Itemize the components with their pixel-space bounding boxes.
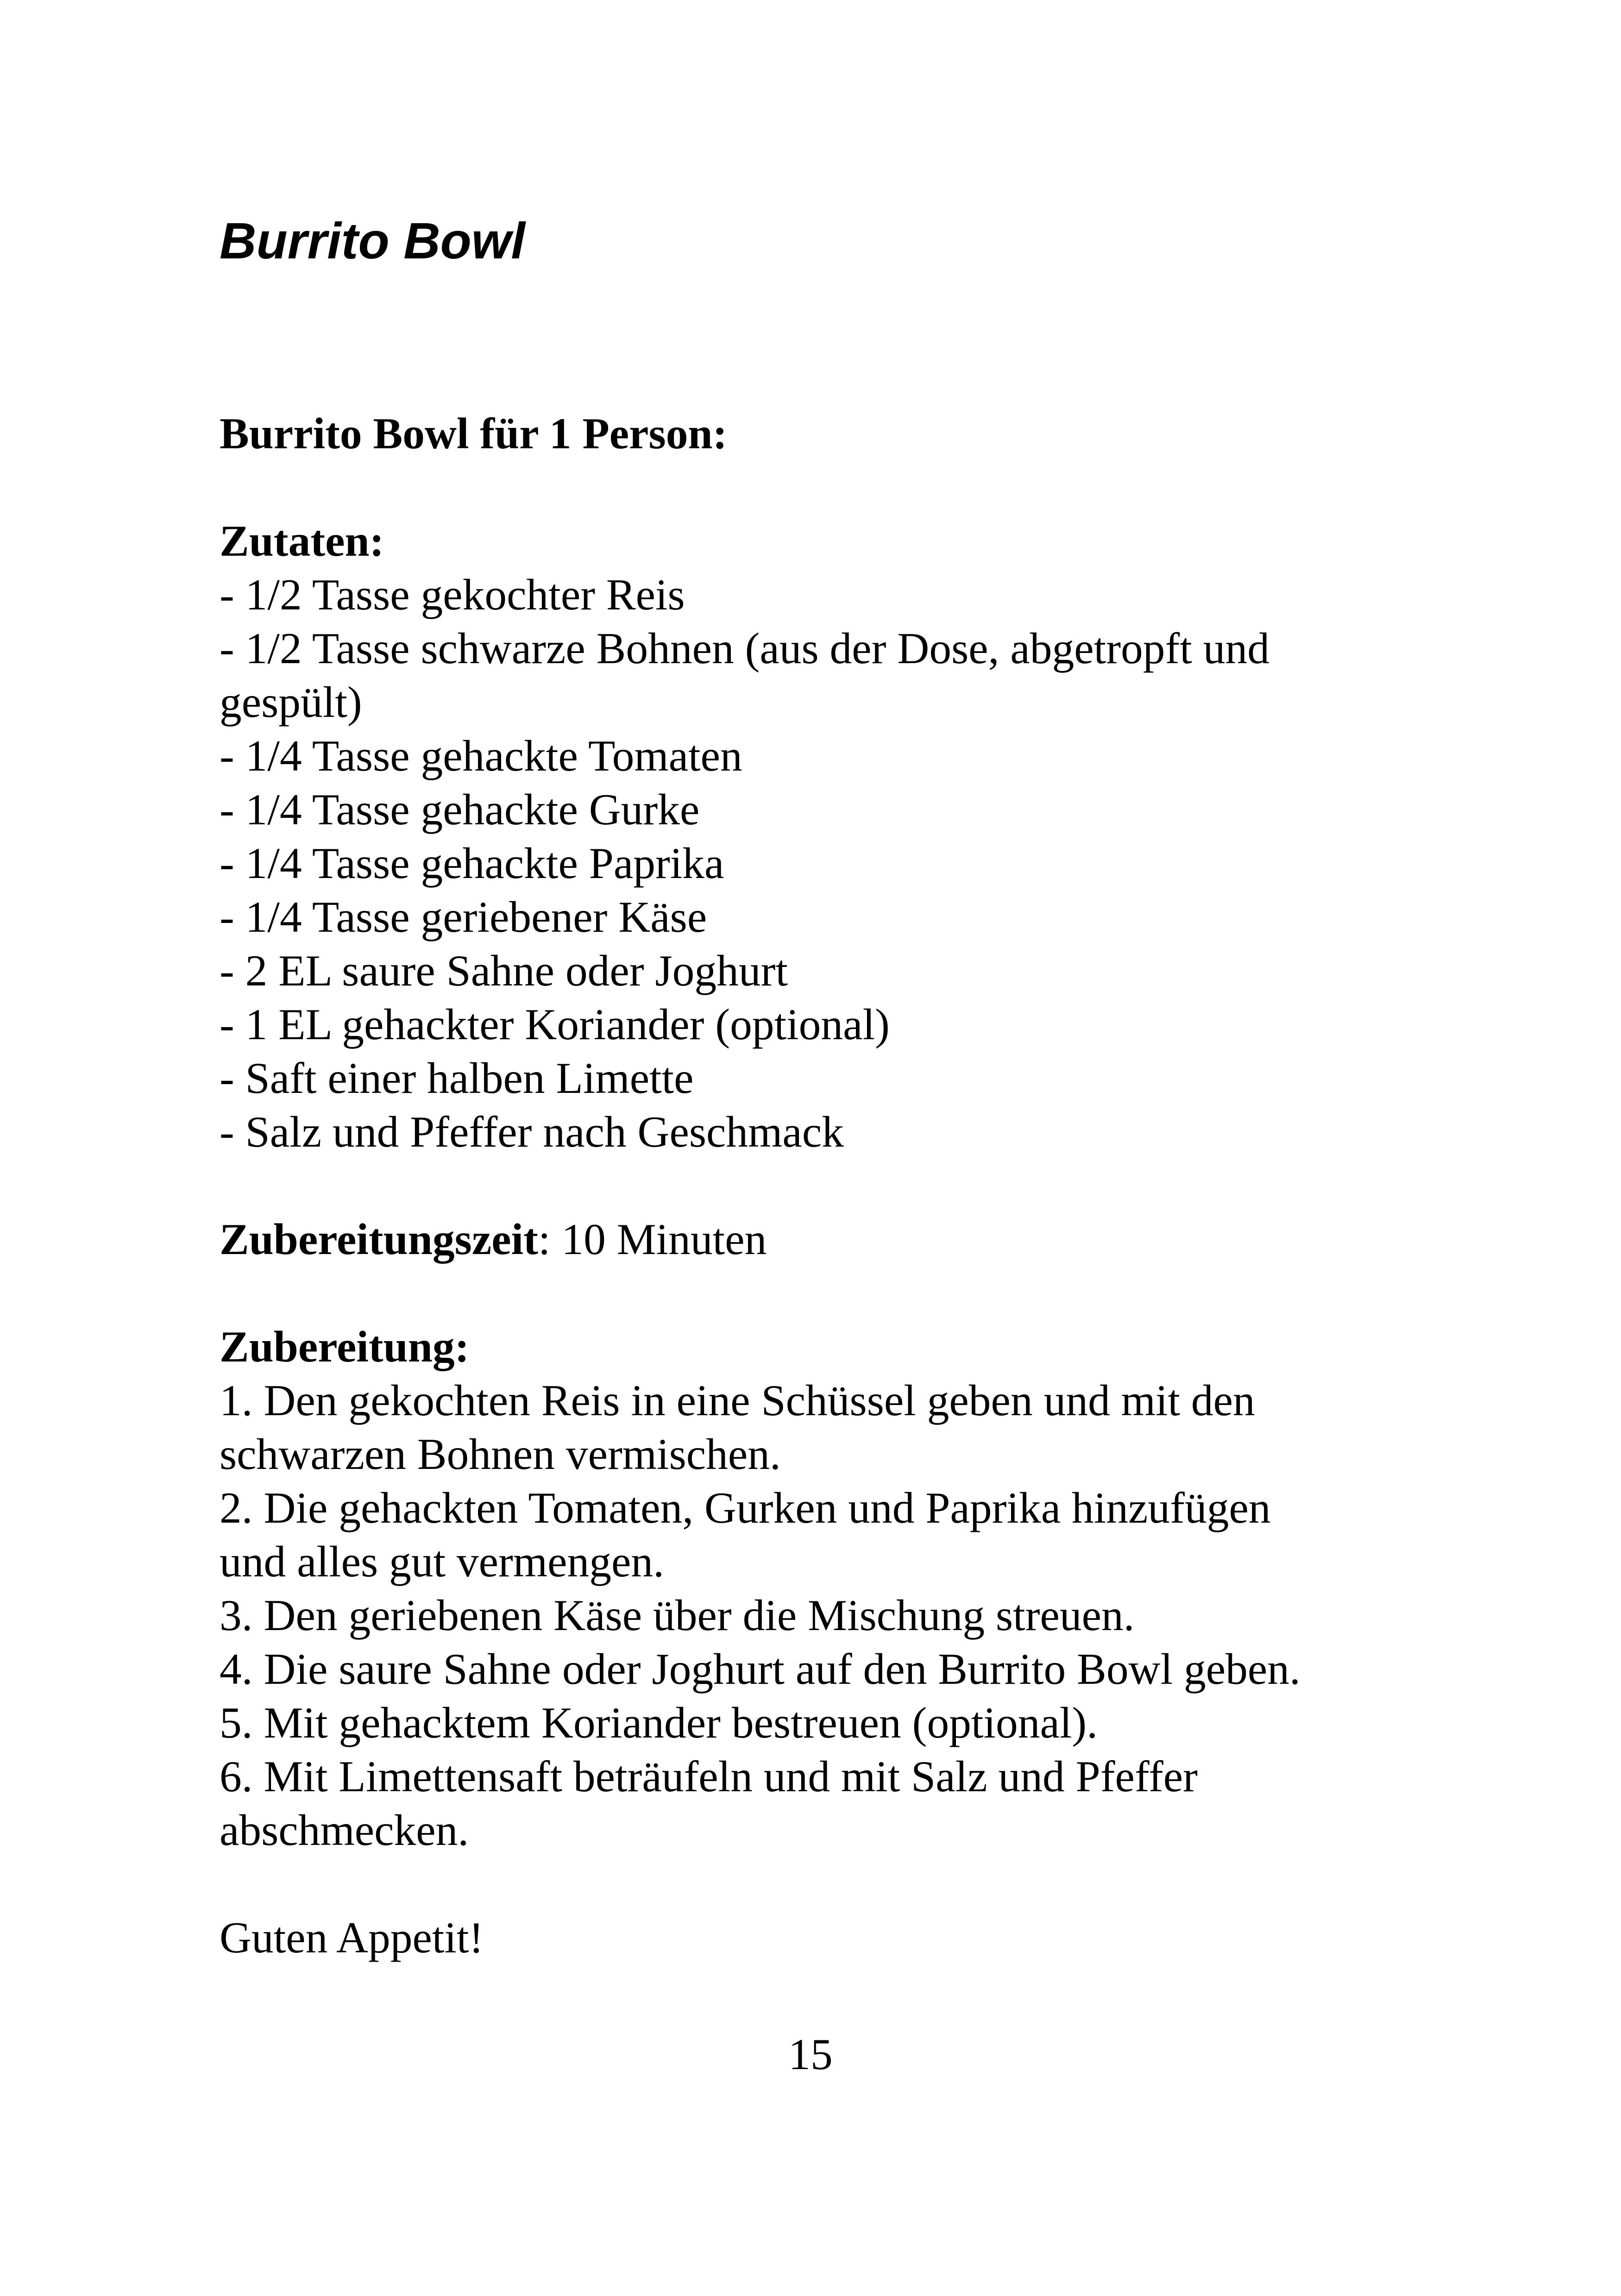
prep-time-value: : 10 Minuten	[538, 1215, 767, 1264]
page-number: 15	[788, 2030, 833, 2079]
prep-time	[220, 1212, 1405, 1266]
preparation-line: 2. Die gehackten Tomaten, Gurken und Paprika hinzufügen	[220, 1483, 1271, 1532]
closing-line: Guten Appetit!	[220, 1913, 484, 1962]
ingredient-line: - Salz und Pfeffer nach Geschmack	[220, 1107, 844, 1156]
ingredient-line: - 2 EL saure Sahne oder Joghurt	[220, 946, 788, 995]
preparation-line: und alles gut vermengen.	[220, 1537, 665, 1586]
preparation-line: abschmecken.	[220, 1806, 469, 1855]
preparation-line: schwarzen Bohnen vermischen.	[220, 1430, 781, 1479]
preparation-line: 1. Den gekochten Reis in eine Schüssel geben und mit den	[220, 1376, 1255, 1425]
recipe-subtitle: Burrito Bowl für 1 Person:	[220, 409, 728, 458]
ingredient-line: - 1 EL gehackter Koriander (optional)	[220, 1000, 890, 1049]
spacer	[220, 1266, 1405, 1320]
preparation-line: 5. Mit gehacktem Koriander bestreuen (optional).	[220, 1698, 1098, 1747]
spacer	[220, 460, 1405, 514]
ingredient-line: - 1/2 Tasse schwarze Bohnen (aus der Dose, abgetropft und	[220, 624, 1269, 673]
ingredient-line: - 1/4 Tasse geriebener Käse	[220, 892, 707, 941]
preparation-line: 3. Den geriebenen Käse über die Mischung streuen.	[220, 1591, 1135, 1640]
preparation-line: 4. Die saure Sahne oder Joghurt auf den Burrito Bowl geben.	[220, 1644, 1301, 1694]
preparation-heading: Zubereitung:	[220, 1322, 470, 1371]
ingredient-line: - 1/4 Tasse gehackte Tomaten	[220, 731, 742, 780]
spacer	[220, 1159, 1405, 1212]
prep-time-label: Zubereitungszeit	[220, 1215, 538, 1264]
spacer	[220, 1857, 1405, 1911]
recipe-body	[220, 407, 1405, 1964]
recipe-title: Burrito Bowl	[220, 213, 525, 270]
ingredients-heading: Zutaten:	[220, 516, 384, 565]
ingredient-line: - Saft einer halben Limette	[220, 1054, 694, 1103]
ingredient-line: - 1/4 Tasse gehackte Paprika	[220, 839, 724, 888]
ingredient-line: - 1/2 Tasse gekochter Reis	[220, 570, 685, 619]
ingredient-line: gespült)	[220, 678, 362, 727]
preparation-line: 6. Mit Limettensaft beträufeln und mit Salz und Pfeffer	[220, 1752, 1198, 1801]
ingredient-line: - 1/4 Tasse gehackte Gurke	[220, 785, 700, 834]
